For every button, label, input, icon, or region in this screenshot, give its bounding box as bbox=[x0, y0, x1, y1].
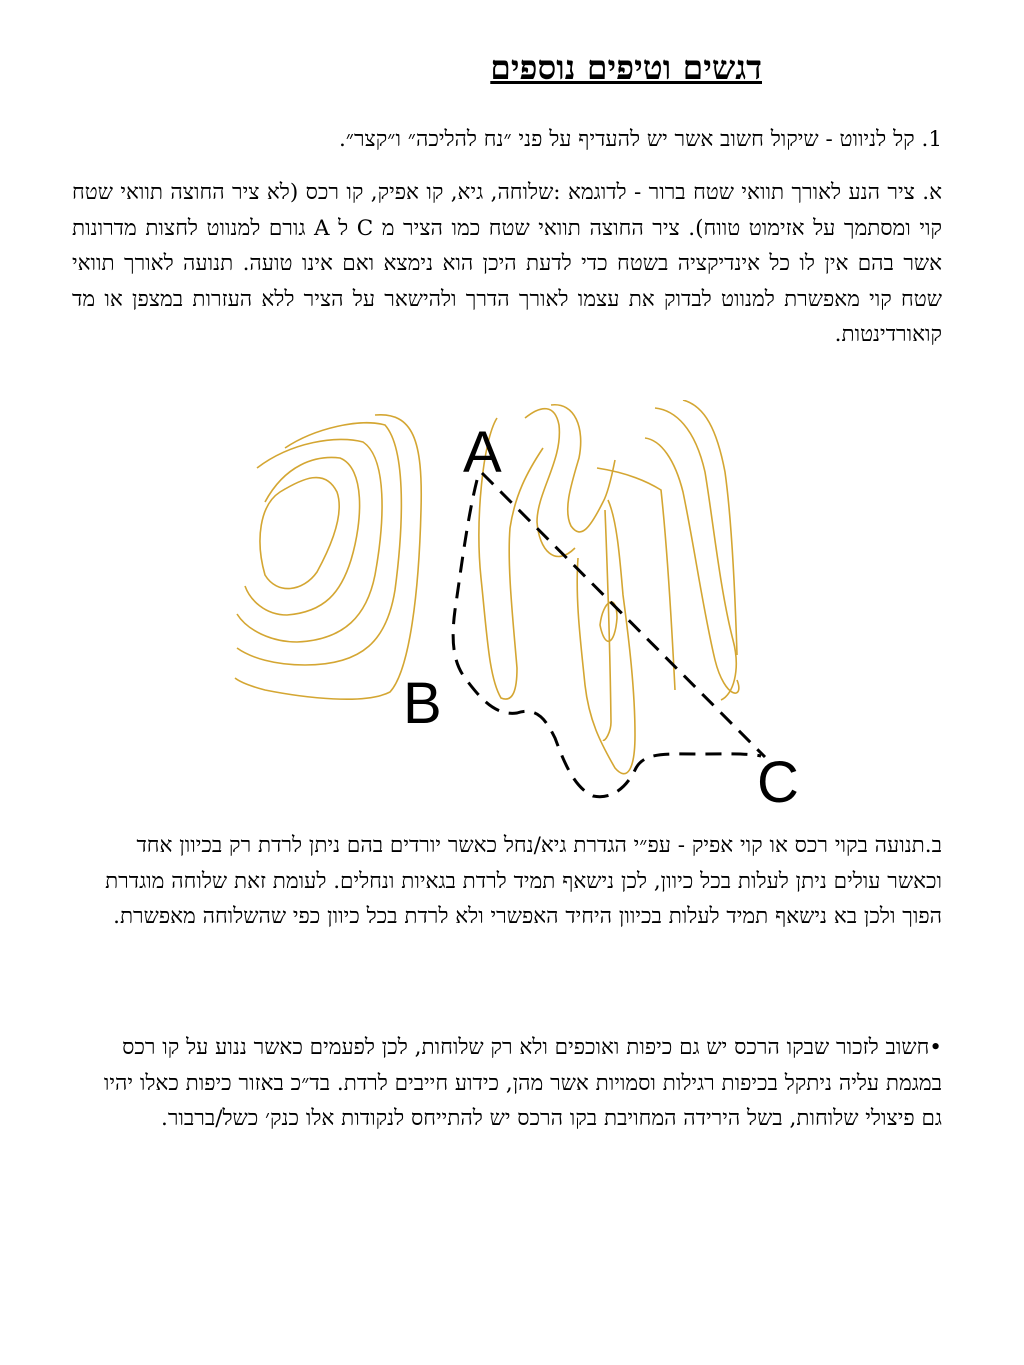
point-label-a: A bbox=[463, 420, 502, 485]
route-a-to-c-straight bbox=[482, 473, 765, 757]
point-label-b: B bbox=[403, 671, 442, 736]
paragraph-bullet-note: •חשוב לזכור שבקו הרכס יש גם כיפות ואוכפים ולא רק שלוחות, לכן לפעמים כאשר ננוע על קו רכס במגמת עליה ניתקל בכיפות רגילות וסמויות אשר מהן, כידוע חייבים לרדת. בד״כ באזור כיפות כאלו יהיו גם פיצולי שלוחות, בשל הירידה המחויבת בקו הרכס יש להתייחס לנקודות אלו כנק׳ כשל/ברבור. bbox=[103, 1035, 942, 1131]
paragraph-a: א. ציר הנע לאורך תוואי שטח ברור - לדוגמא :שלוחה, גיא, קו אפיק, קו רכס (לא ציר החוצה תוואי שטח קוי ומסתמך על אזימוט טווח). ציר החוצה תוואי שטח כמו הציר מ C ל A גורם למנווט לחצות מדרונות אשר בהם אין לו כל אינדיקציה בשטח כדי לדעת היכן הוא נימצא ואם אינו טועה. תנועה לאורך תוואי שטח קוי מאפשרת למנווט לבדוק את עצמו לאורך הדרך ולהישאר על הציר ללא העזרות במצפן או מד קואורדינטות. bbox=[72, 180, 942, 347]
page-title: דגשים וטיפים נוספים bbox=[490, 48, 762, 87]
paragraph-intro: 1. קל לניווט - שיקול חשוב אשר יש להעדיף על פני ״נח להליכה״ ו״קצר״. bbox=[338, 127, 942, 152]
contour-left-3 bbox=[237, 439, 382, 642]
contour-valley-4 bbox=[683, 400, 737, 655]
paragraph-b: ב.תנועה בקוי רכס או קוי אפיק - עפ״י הגדרת גיא/נחל כאשר יורדים בהם ניתן לרדת רק בכיוון אחד וכאשר עולים ניתן לעלות בכל כיוון, לכן נישאף תמיד לרדת בגאיות ונחלים. לעומת זאת שלוחה מוגדרת הפוך ולכן בא נישאף תמיד לעלות בכיוון היחיד האפשרי ולא לרדת בכל כיוון כפי שהשלוחה מאפשרת. bbox=[105, 833, 942, 929]
contour-valley-2 bbox=[645, 438, 739, 693]
contour-map-diagram bbox=[225, 400, 815, 820]
contour-left-inner bbox=[260, 478, 339, 589]
contour-finger-6 bbox=[603, 510, 611, 740]
contour-finger-2 bbox=[525, 409, 575, 557]
route-a-to-c-along-terrain bbox=[453, 480, 761, 797]
point-label-c: C bbox=[757, 750, 799, 815]
